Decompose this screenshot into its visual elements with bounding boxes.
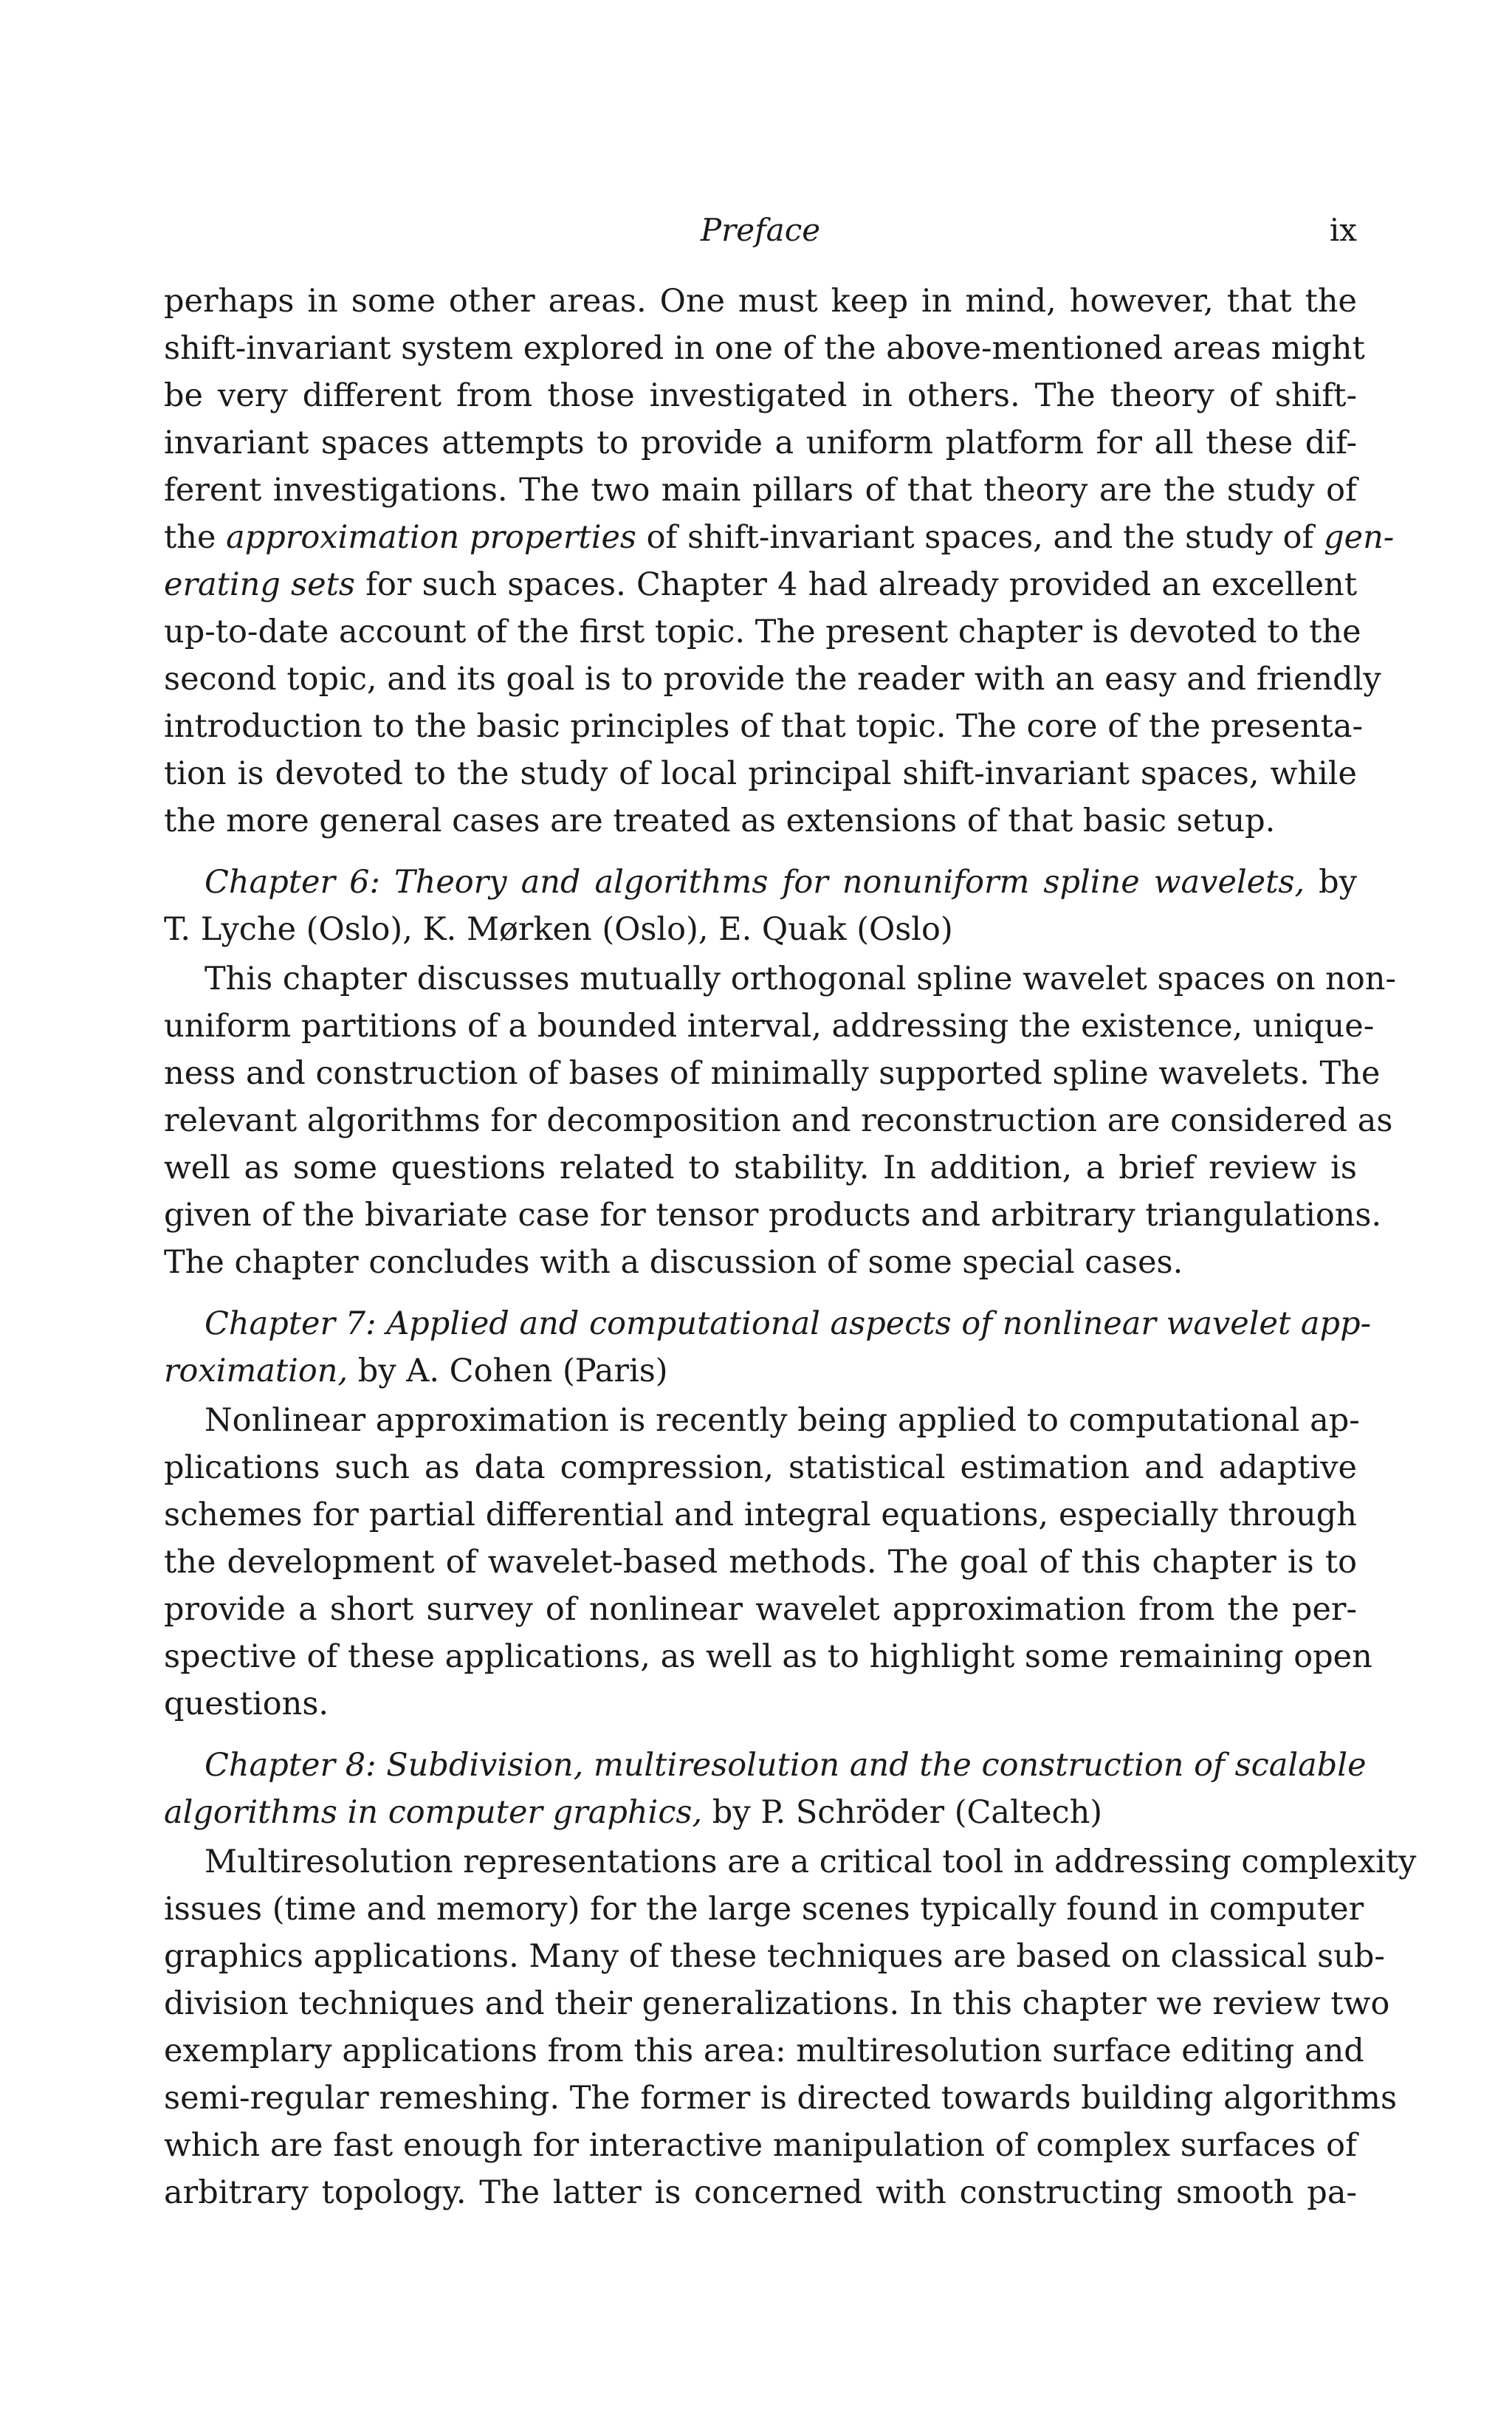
text-line: well as some questions related to stability. In addition, a brief review is: [164, 1150, 1357, 1186]
text-line: ferent investigations. The two main pillars of that theory are the study of: [164, 472, 1357, 509]
text-line: perhaps in some other areas. One must keep in mind, however, that the: [164, 283, 1357, 320]
text-line: The chapter concludes with a discussion of some special cases.: [164, 1244, 1183, 1281]
chapter-6-title: Chapter 6: Theory and algorithms for nonuniform spline wavelets,: [205, 864, 1305, 901]
text-line: schemes for partial differential and integral equations, especially through: [164, 1497, 1357, 1533]
chapter-8-heading-cont: [164, 1789, 1357, 1836]
text-line: introduction to the basic principles of that topic. The core of the presenta-: [164, 708, 1364, 745]
text-line: provide a short survey of nonlinear wavelet approximation from the per-: [164, 1591, 1357, 1628]
running-title: Preface: [700, 212, 821, 248]
text-line: semi-regular remeshing. The former is directed towards building algorithms: [164, 2080, 1398, 2117]
text-line: the more general cases are treated as extensions of that basic setup.: [164, 803, 1276, 839]
text-line: relevant algorithms for decomposition and reconstruction are considered as: [164, 1102, 1393, 1139]
text-line: given of the bivariate case for tensor products and arbitrary triangulations.: [164, 1197, 1382, 1234]
chapter-8-title-end: algorithms in computer graphics,: [164, 1794, 703, 1831]
text-line: spective of these applications, as well as to highlight some remaining open: [164, 1638, 1372, 1675]
text-line: tion is devoted to the study of local principal shift-invariant spaces, while: [164, 755, 1357, 792]
text-line: uniform partitions of a bounded interval, addressing the existence, unique-: [164, 1008, 1375, 1045]
emphasis-approximation-properties: approximation properties: [226, 519, 636, 556]
text-line: second topic, and its goal is to provide the reader with an easy and friendly: [164, 661, 1381, 698]
text-line: ness and construction of bases of minimally supported spline wavelets. The: [164, 1055, 1381, 1092]
text-span: by A. Cohen (Paris): [348, 1353, 668, 1389]
text-line: shift-invariant system explored in one of the above-mentioned areas might: [164, 330, 1365, 367]
page-header: [164, 208, 1357, 252]
text-span: for such spaces. Chapter 4 had already provided an excellent: [354, 566, 1358, 603]
text-line: be very different from those investigated in others. The theory of shift-: [164, 377, 1357, 414]
text-span: the: [164, 519, 227, 556]
emphasis-generating-sets: erating sets: [164, 566, 355, 603]
text-line: up-to-date account of the first topic. The present chapter is devoted to the: [164, 614, 1361, 650]
emphasis-generating: gen-: [1324, 519, 1395, 556]
text-line: the development of wavelet-based methods. The goal of this chapter is to: [164, 1544, 1357, 1581]
chapter-7-heading-cont: [164, 1347, 1357, 1395]
page-number: ix: [1329, 212, 1357, 248]
text-span: by P. Schröder (Caltech): [702, 1794, 1103, 1831]
text-line: which are fast enough for interactive manipulation of complex surfaces of: [164, 2127, 1357, 2164]
text-line: Nonlinear approximation is recently being applied to computational ap-: [205, 1402, 1360, 1439]
chapter-8-heading: Chapter 8: Subdivision, multiresolution and the construction of scalable: [205, 1747, 1367, 1784]
chapter-7-heading: Chapter 7: Applied and computational aspects of nonlinear wavelet app-: [205, 1305, 1372, 1342]
text-line: plications such as data compression, statistical estimation and adaptive: [164, 1449, 1357, 1486]
text-line: This chapter discusses mutually orthogonal spline wavelet spaces on non-: [205, 961, 1396, 997]
text-line: [164, 561, 1357, 608]
text-line: graphics applications. Many of these techniques are based on classical sub-: [164, 1938, 1385, 1975]
text-line: exemplary applications from this area: multiresolution surface editing and: [164, 2032, 1364, 2069]
text-span: by: [1305, 864, 1357, 901]
chapter-6-heading: [205, 859, 1357, 906]
text-line: questions.: [164, 1686, 329, 1722]
chapter-7-title-end: roximation,: [164, 1353, 348, 1389]
text-line: division techniques and their generalizations. In this chapter we review two: [164, 1985, 1390, 2022]
text-line: Multiresolution representations are a critical tool in addressing complexity: [205, 1843, 1417, 1880]
text-line: invariant spaces attempts to provide a uniform platform for all these dif-: [164, 425, 1357, 461]
text-line: issues (time and memory) for the large scenes typically found in computer: [164, 1891, 1364, 1928]
text-line: [164, 514, 1395, 561]
text-span: of shift-invariant spaces, and the study of: [636, 519, 1324, 556]
chapter-6-authors: T. Lyche (Oslo), K. Mørken (Oslo), E. Quak (Oslo): [164, 911, 953, 948]
text-line: arbitrary topology. The latter is concerned with constructing smooth pa-: [164, 2174, 1357, 2211]
